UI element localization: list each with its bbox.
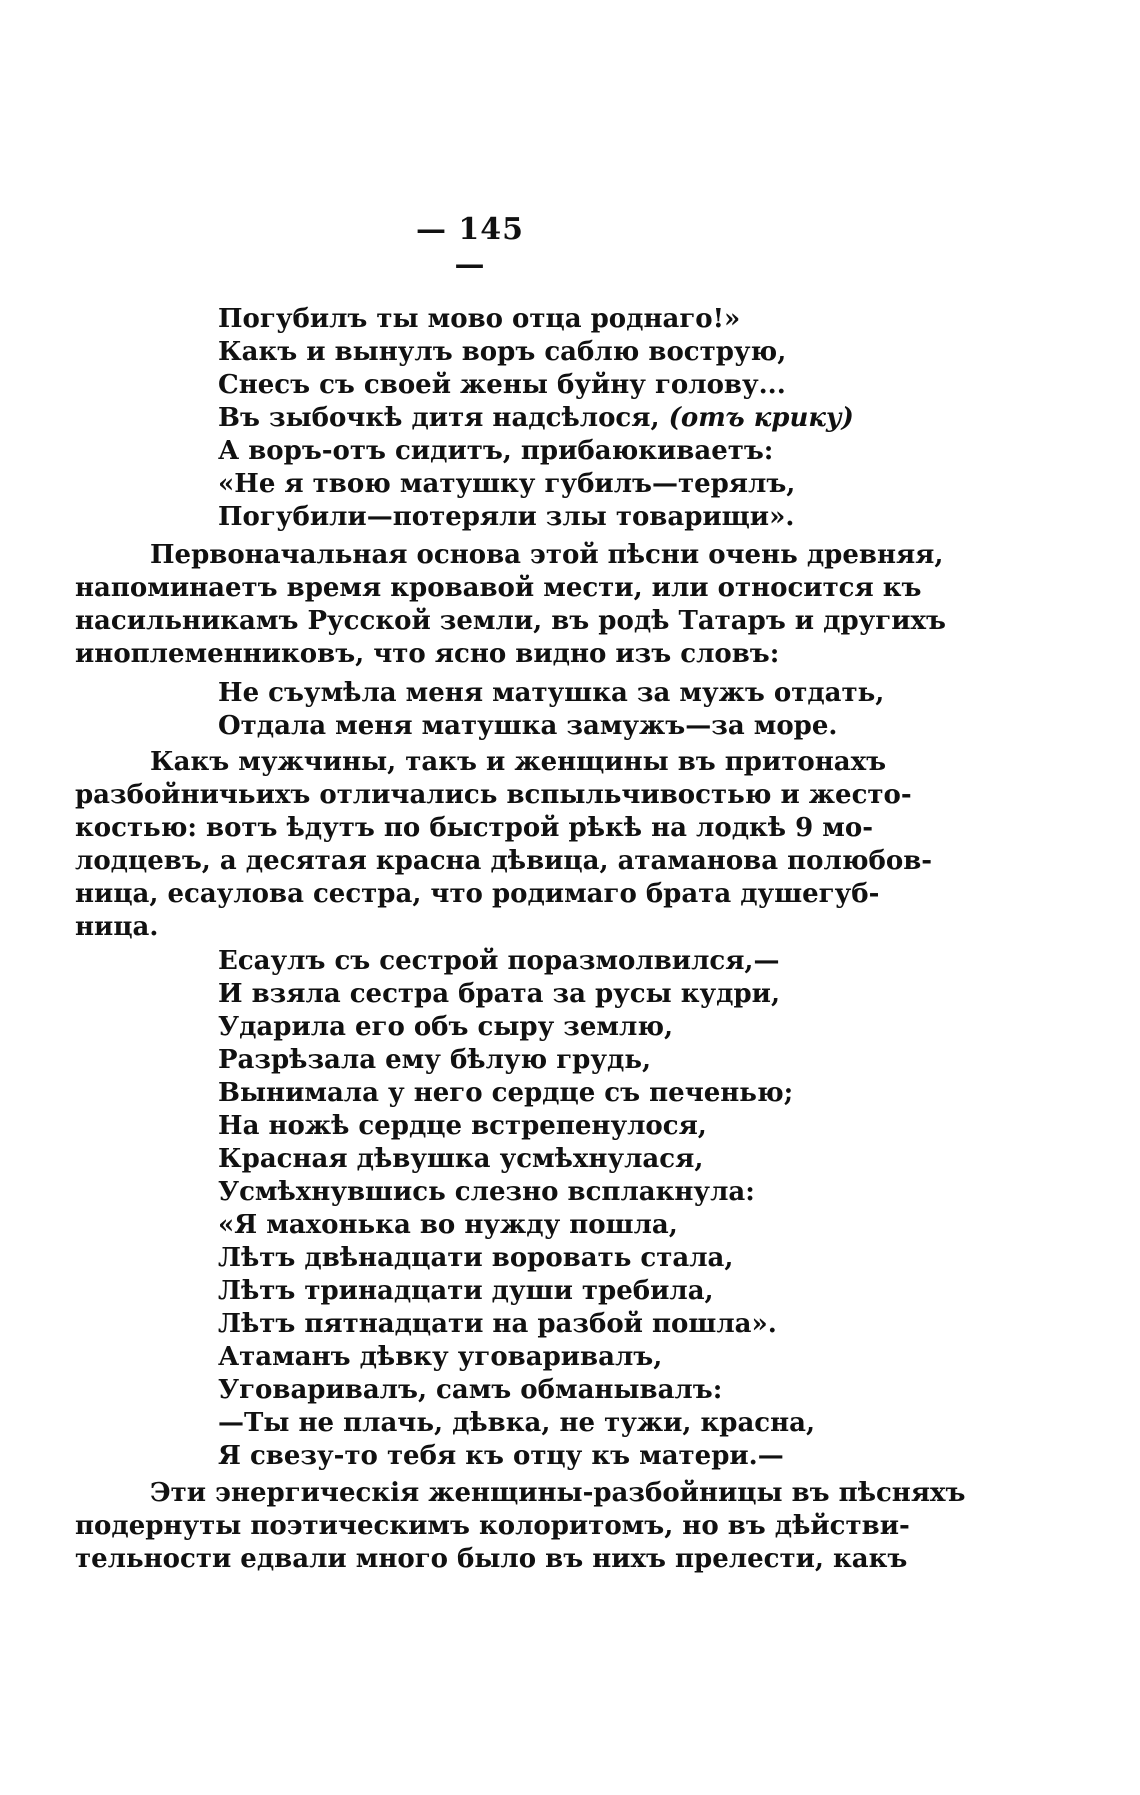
verse-block-3: [218, 945, 858, 1473]
paragraph-line: иноплеменниковъ, что ясно видно изъ словъ:: [75, 639, 780, 669]
verse-line-text: Въ зыбочкѣ дитя надсѣлося,: [218, 403, 660, 433]
verse-line: Разрѣзала ему бѣлую грудь,: [218, 1045, 652, 1075]
verse-line: А воръ-отъ сидитъ, прибаюкиваетъ:: [218, 436, 774, 466]
verse-line: Лѣтъ пятнадцати на разбой пошла».: [218, 1309, 777, 1339]
paragraph-line: разбойничьихъ отличались вспыльчивостью и жесто-: [75, 780, 912, 810]
verse-line: Есаулъ съ сестрой поразмолвился,—: [218, 946, 780, 976]
paragraph-3: [75, 1477, 966, 1576]
verse-line: На ножѣ сердце встрепенулося,: [218, 1111, 707, 1141]
verse-line: Лѣтъ двѣнадцати воровать стала,: [218, 1243, 734, 1273]
verse-line: Отдала меня матушка замужъ—за море.: [218, 711, 838, 741]
verse-line: «Не я твою матушку губилъ—терялъ,: [218, 469, 796, 499]
paragraph-2: [75, 746, 933, 944]
verse-line: «Я махонька во нужду пошла,: [218, 1210, 678, 1240]
paragraph-line: тельности едвали много было въ нихъ прелести, какъ: [75, 1544, 908, 1574]
verse-line: Вынимала у него сердце съ печенью;: [218, 1078, 794, 1108]
verse-line: Атаманъ дѣвку уговаривалъ,: [218, 1342, 663, 1372]
paragraph-line: Какъ мужчины, такъ и женщины въ притонахъ: [150, 747, 887, 777]
paragraph-line: насильникамъ Русской земли, въ родѣ Татаръ и другихъ: [75, 606, 946, 636]
verse-line: Какъ и вынулъ воръ саблю вострую,: [218, 337, 787, 367]
paragraph-line: костью: вотъ ѣдутъ по быстрой рѣкѣ на лодкѣ 9 мо-: [75, 813, 873, 843]
paragraph-line: Первоначальная основа этой пѣсни очень древняя,: [150, 540, 944, 570]
verse-line: Не съумѣла меня матушка за мужъ отдать,: [218, 678, 885, 708]
verse-line: Погубили—потеряли злы товарищи».: [218, 502, 795, 532]
verse-block-2: [218, 677, 885, 743]
paragraph-line: напоминаетъ время кровавой мести, или относится къ: [75, 573, 922, 603]
paragraph-line: Эти энергическія женщины-разбойницы въ пѣсняхъ: [150, 1478, 966, 1508]
paragraph-line: ница.: [75, 912, 159, 942]
paragraph-line: лодцевъ, а десятая красна дѣвица, атаманова полюбов-: [75, 846, 933, 876]
paragraph-line: подернуты поэтическимъ колоритомъ, но въ дѣйстви-: [75, 1511, 910, 1541]
page-number: — 145 —: [415, 212, 525, 282]
verse-line: Лѣтъ тринадцати души требила,: [218, 1276, 714, 1306]
verse-note: (отъ крику): [668, 403, 854, 433]
verse-line: Снесъ съ своей жены буйну голову...: [218, 370, 786, 400]
verse-line: —Ты не плачь, дѣвка, не тужи, красна,: [218, 1408, 816, 1438]
verse-line: [218, 402, 858, 435]
verse-line: Я свезу-то тебя къ отцу къ матери.—: [218, 1441, 784, 1471]
verse-line: Погубилъ ты мово отца роднаго!»: [218, 304, 741, 334]
paragraph-line: ница, есаулова сестра, что родимаго брата душегуб-: [75, 879, 880, 909]
verse-line: Уговаривалъ, самъ обманывалъ:: [218, 1375, 723, 1405]
verse-line: Ударила его объ сыру землю,: [218, 1012, 674, 1042]
paragraph-1: [75, 539, 946, 671]
verse-line: Усмѣхнувшись слезно всплакнула:: [218, 1177, 755, 1207]
verse-block-1: [218, 303, 858, 534]
verse-line: Красная дѣвушка усмѣхнулася,: [218, 1144, 704, 1174]
verse-line: И взяла сестра брата за русы кудри,: [218, 979, 781, 1009]
